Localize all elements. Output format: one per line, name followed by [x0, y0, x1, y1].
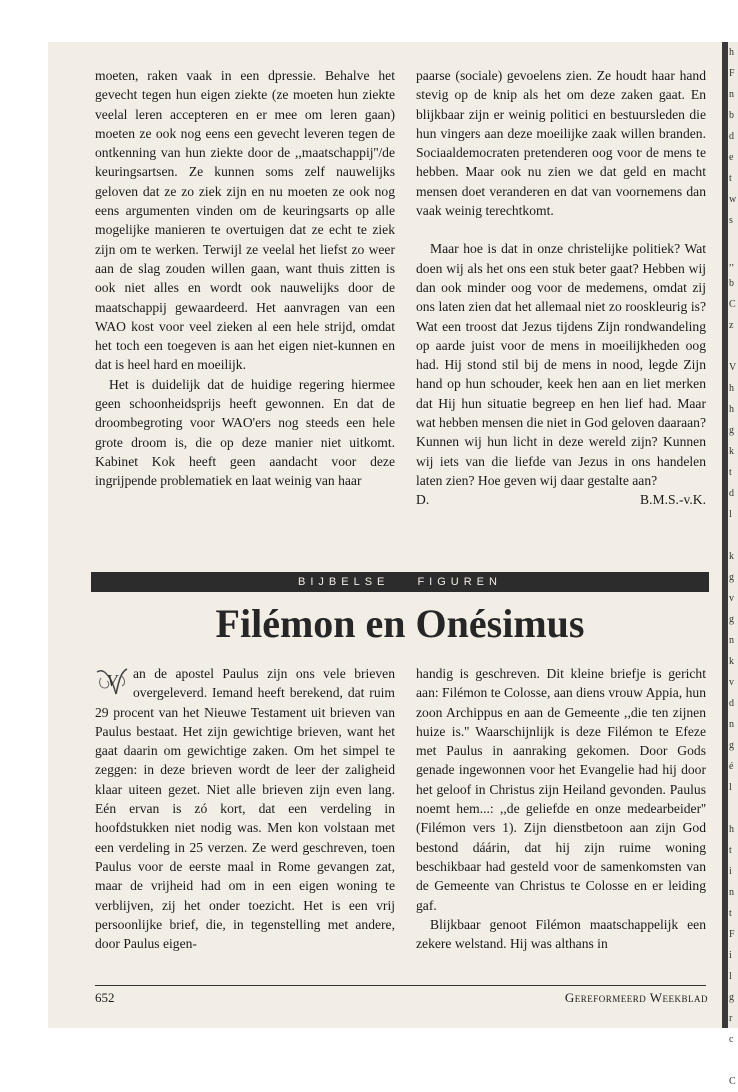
paragraph: handig is geschreven. Dit kleine briefje is gericht aan: Filémon te Colosse, aan diens vrouw Appia, hun zoon Archippus en aan de Gemeente ,,die ten zijnen huize is.'' Waarschijnlijk is deze Filémon te Efeze met Paulus in aanraking gekomen. Door Gods genade ingewonnen voor het Evangelie had hij door het geloof in Christus zijn Heiland gevonden. Paulus noemt hem...: ,,de geliefde en onze medearbeider'' (Filémon vers 1). Zijn dienstbetoon aan zijn God bestond dáárin, dat hij zijn ruime woning beschikbaar had gesteld voor de samenkomsten van de Gemeente van Christus te Colosse en er leiding gaf. — [416, 666, 706, 913]
adjacent-page-letter: v — [729, 677, 734, 688]
adjacent-page-letter: F — [729, 68, 735, 79]
adjacent-page-letter: s — [729, 215, 733, 226]
adjacent-page-letter: t — [729, 908, 732, 919]
adjacent-page-letter: g — [729, 425, 734, 436]
adjacent-page-letter: F — [729, 929, 735, 940]
adjacent-page-letter: t — [729, 173, 732, 184]
top-column-right — [416, 66, 706, 510]
adjacent-page-letter: n — [729, 719, 734, 730]
adjacent-page-letter: l — [729, 782, 732, 793]
section-word-1: BIJBELSE — [298, 576, 390, 588]
adjacent-page-letter — [728, 231, 738, 252]
adjacent-page-letter: d — [729, 488, 734, 499]
adjacent-page-letter — [728, 798, 738, 819]
paragraph: Maar hoe is dat in onze christelijke politiek? Wat doen wij als het ons een stuk beter gaat? Hebben wij dan ook minder oog voor de medemens, omdat zij ons laten zien dat het allemaal niet zo rooskleurig is? Wat een troost dat Jezus tijdens Zijn rondwandeling op aarde juist voor de mens in moeilijkheden oog had. Hij stond stil bij de mens in nood, legde Zijn hand op hun schouder, keek hen aan en liet merken dat Hij hun situatie begreep en hen lief had. Maar wat hebben mensen die niet in God geloven daaraan? Kunnen wij hun licht in deze wereld zijn? Kunnen wij iets van die liefde van Jezus in ons handelen laten zien? Hoe geven wij daar gestalte aan? — [416, 241, 706, 488]
adjacent-page-letter: r — [729, 1013, 733, 1024]
adjacent-page-letter — [728, 336, 738, 357]
article-column-right — [416, 664, 706, 953]
adjacent-page-letter: k — [729, 656, 734, 667]
adjacent-page-letter: d — [729, 698, 734, 709]
adjacent-page-letter: l — [729, 971, 732, 982]
top-column-left — [95, 66, 395, 491]
adjacent-page-letter: h — [729, 824, 734, 835]
decorative-dropcap-icon — [95, 666, 129, 696]
adjacent-page-letter: t — [729, 845, 732, 856]
journal-name: Gereformeerd Weekblad — [564, 990, 708, 1005]
adjacent-page-letter: k — [729, 551, 734, 562]
section-word-2: FIGUREN — [417, 576, 502, 588]
adjacent-page-letter: n — [729, 89, 734, 100]
article-title: Filémon en Onésimus — [215, 601, 585, 646]
footer-rule — [95, 985, 706, 986]
adjacent-page-letter — [728, 525, 738, 546]
adjacent-page-letter: l — [729, 509, 732, 520]
adjacent-page-letter: C — [729, 299, 736, 310]
adjacent-page-letter: g — [729, 992, 734, 1003]
author-signature — [416, 490, 706, 509]
adjacent-page-letter: g — [729, 572, 734, 583]
paragraph: Het is duidelijk dat de huidige regering hiermee geen schoonheidsprijs heeft gewonnen. En dat de droombegroting voor WAO'ers nog steeds een hele grote droom is, die op deze manier niet uitkomt. Kabinet Kok heeft geen aandacht voor deze ingrijpende problematiek en laat weinig van haar — [95, 376, 395, 489]
paragraph: an de apostel Paulus zijn ons vele brieven overgeleverd. Iemand heeft berekend, dat ruim 29 procent van het Nieuwe Testament uit brieven van Paulus bestaat. Het zijn gewichtige brieven, want het gaat daarin om gewichtige zaken. Om het simpel te zeggen: in deze brieven wordt de leer der zaligheid klaar uiteen gezet. Niet alle brieven zijn even lang. Eén ervan is zó kort, dat een verdeling in hoofdstukken niet nodig was. Men kon volstaan met een verdeling in 25 verzen. Ze werd geschreven, toen Paulus voor de eerste maal in Rome gevangen zat, maar de vrijheid had om in een eigen woning te verblijven, zij het onder toezicht. Het is een vrij persoonlijke brief, die, in tegenstelling met andere, door Paulus eigen- — [95, 666, 395, 952]
adjacent-page-letter: b — [729, 110, 734, 121]
adjacent-page-letter: n — [729, 887, 734, 898]
adjacent-page-letter: t — [729, 467, 732, 478]
adjacent-page-edge — [728, 42, 738, 1087]
adjacent-page-letter: v — [729, 593, 734, 604]
adjacent-page-letter: i — [729, 950, 732, 961]
paragraph: moeten, raken vaak in een dpressie. Behalve het gevecht tegen hun eigen ziekte (ze moeten hun ziekte veelal leren accepteren en er mee om leren gaan) moeten ze ook nog eens een gevecht leveren tegen de ontkenning van hun ziekte door de ,,maatschappij''/de keuringsartsen. Ze kunnen soms zelf nauwelijks geloven dat ze zo ziek zijn en nu moeten ze ook nog eens argumenten vinden om de keuringsarts op alle mogelijke manieren te overtuigen dat ze echt te ziek zijn om te werken. Terwijl ze veelal het liefst zo weer aan de slag zouden willen gaan, want thuis zitten is ook niet alles en wordt ook nauwelijks door de maatschappij gewaardeerd. Het aanvragen van een WAO kost voor veel zieken al een hele strijd, omdat het toch een toegeven is aan het eigen niet-kunnen en dat is heel hard en moeilijk. — [95, 68, 395, 373]
signature-name: B.M.S.-v.K. — [640, 492, 706, 508]
adjacent-page-letter: k — [729, 446, 734, 457]
adjacent-page-letter: V — [729, 362, 737, 373]
adjacent-page-letter: ,, — [729, 257, 734, 268]
article-column-left — [95, 664, 395, 953]
signature-initial: D. — [416, 492, 430, 508]
adjacent-page-letter: z — [729, 320, 734, 331]
adjacent-page-letter: b — [729, 278, 734, 289]
adjacent-page-letter — [728, 1050, 738, 1071]
dropcap-letter: V — [106, 671, 118, 690]
adjacent-page-letter: w — [729, 194, 737, 205]
adjacent-page-letter: d — [729, 131, 734, 142]
adjacent-page-letter: h — [729, 404, 734, 415]
adjacent-page-letter: h — [729, 383, 734, 394]
page-number: 652 — [95, 990, 115, 1005]
section-band — [91, 572, 709, 592]
adjacent-page-letter: é — [729, 761, 734, 772]
adjacent-page-letter: g — [729, 740, 734, 751]
adjacent-page-letter: g — [729, 614, 734, 625]
adjacent-page-letter: h — [729, 47, 734, 58]
adjacent-page-letter: n — [729, 635, 734, 646]
paragraph: Blijkbaar genoot Filémon maatschappelijk een zekere welstand. Hij was althans in — [416, 916, 706, 952]
adjacent-page-letter: c — [729, 1034, 734, 1045]
adjacent-page-letter: C — [729, 1076, 736, 1087]
adjacent-page-letter: e — [729, 152, 734, 163]
adjacent-page-letter: i — [729, 866, 732, 877]
paragraph: paarse (sociale) gevoelens zien. Ze houdt haar hand stevig op de knip als het om deze zaken gaat. En blijkbaar zijn er weinig politici en bestuursleden die hun vingers aan deze moeilijke zaak willen branden. Sociaaldemocraten pretenderen oog voor de mens te hebben. Maar ook nu zien we dat geld en macht mensen doet veranderen en dat van voornemens dan vaak weinig terechtkomt. — [416, 68, 706, 219]
